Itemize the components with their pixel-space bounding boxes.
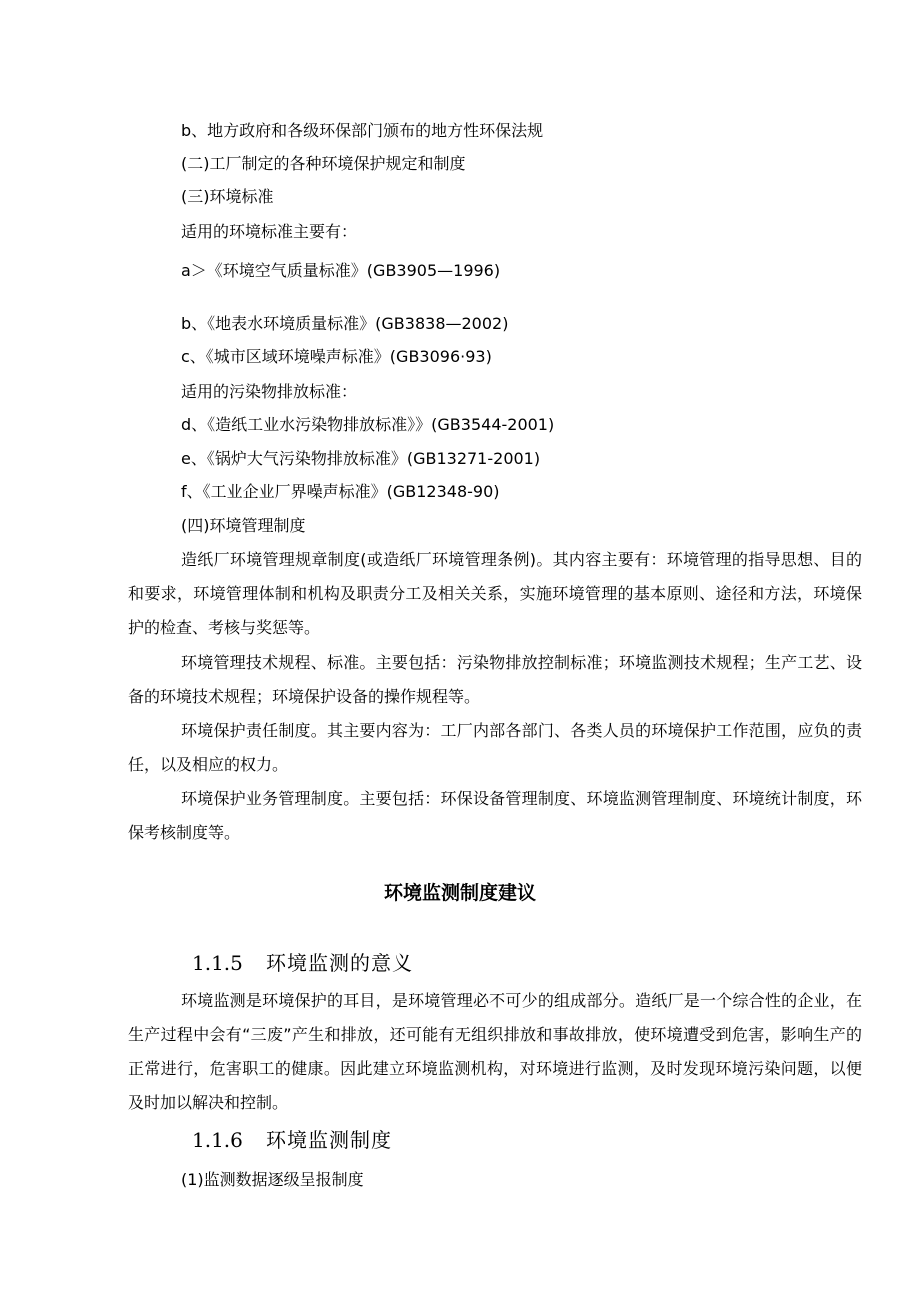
- section-heading: [192, 950, 413, 976]
- section-heading-text: 环境监测制度: [266, 1128, 392, 1152]
- paragraph: 环境监测是环境保护的耳目，是环境管理必不可少的组成部分。造纸厂是一个综合性的企业，在生产过程中会有“三废”产生和排放，还可能有无组织排放和事故排放，使环境遭受到危害，影响生产的正常进行，危害职工的健康。因此建立环境监测机构，对环境进行监测，及时发现环境污染问题，以便及时加以解决和控制。: [128, 991, 862, 1112]
- paragraph: 环境保护业务管理制度。主要包括：环保设备管理制度、环境监测管理制度、环境统计制度，环保考核制度等。: [128, 789, 862, 842]
- text-line: b、《地表水环境质量标准》(GB3838—2002): [181, 314, 509, 333]
- text-line: c、《城市区域环境噪声标准》(GB3096·93): [181, 347, 492, 366]
- text-line: (二)工厂制定的各种环境保护规定和制度: [181, 154, 466, 173]
- paragraph: 环境保护责任制度。其主要内容为：工厂内部各部门、各类人员的环境保护工作范围，应负的责任，以及相应的权力。: [128, 721, 862, 774]
- page-title: 环境监测制度建议: [383, 882, 536, 904]
- section-number: 1.1.6: [192, 1128, 243, 1152]
- text-line: e、《锅炉大气污染物排放标准》(GB13271-2001): [181, 449, 541, 468]
- text-line: 适用的环境标准主要有：: [181, 222, 358, 241]
- text-line: (1)监测数据逐级呈报制度: [181, 1170, 364, 1189]
- section-number: 1.1.5: [192, 951, 243, 975]
- section-heading: [192, 1127, 392, 1153]
- text-line: b、地方政府和各级环保部门颁布的地方性环保法规: [181, 121, 544, 140]
- text-line: (三)环境标准: [181, 187, 274, 206]
- paragraph: 环境管理技术规程、标准。主要包括：污染物排放控制标准；环境监测技术规程；生产工艺、设备的环境技术规程；环境保护设备的操作规程等。: [128, 653, 862, 706]
- text-line: d、《造纸工业水污染物排放标准》》(GB3544-2001): [181, 415, 555, 434]
- section-heading-text: 环境监测的意义: [266, 951, 413, 975]
- text-line: (四)环境管理制度: [181, 516, 306, 535]
- text-line: a＞《环境空气质量标准》(GB3905—1996): [181, 261, 501, 280]
- text-line: f、《工业企业厂界噪声标准》(GB12348-90): [181, 482, 500, 501]
- paragraph: 造纸厂环境管理规章制度(或造纸厂环境管理条例)。其内容主要有：环境管理的指导思想、目的和要求，环境管理体制和机构及职责分工及相关关系，实施环境管理的基本原则、途径和方法，环境保护的检查、考核与奖惩等。: [128, 550, 862, 637]
- text-line: 适用的污染物排放标准：: [181, 382, 358, 401]
